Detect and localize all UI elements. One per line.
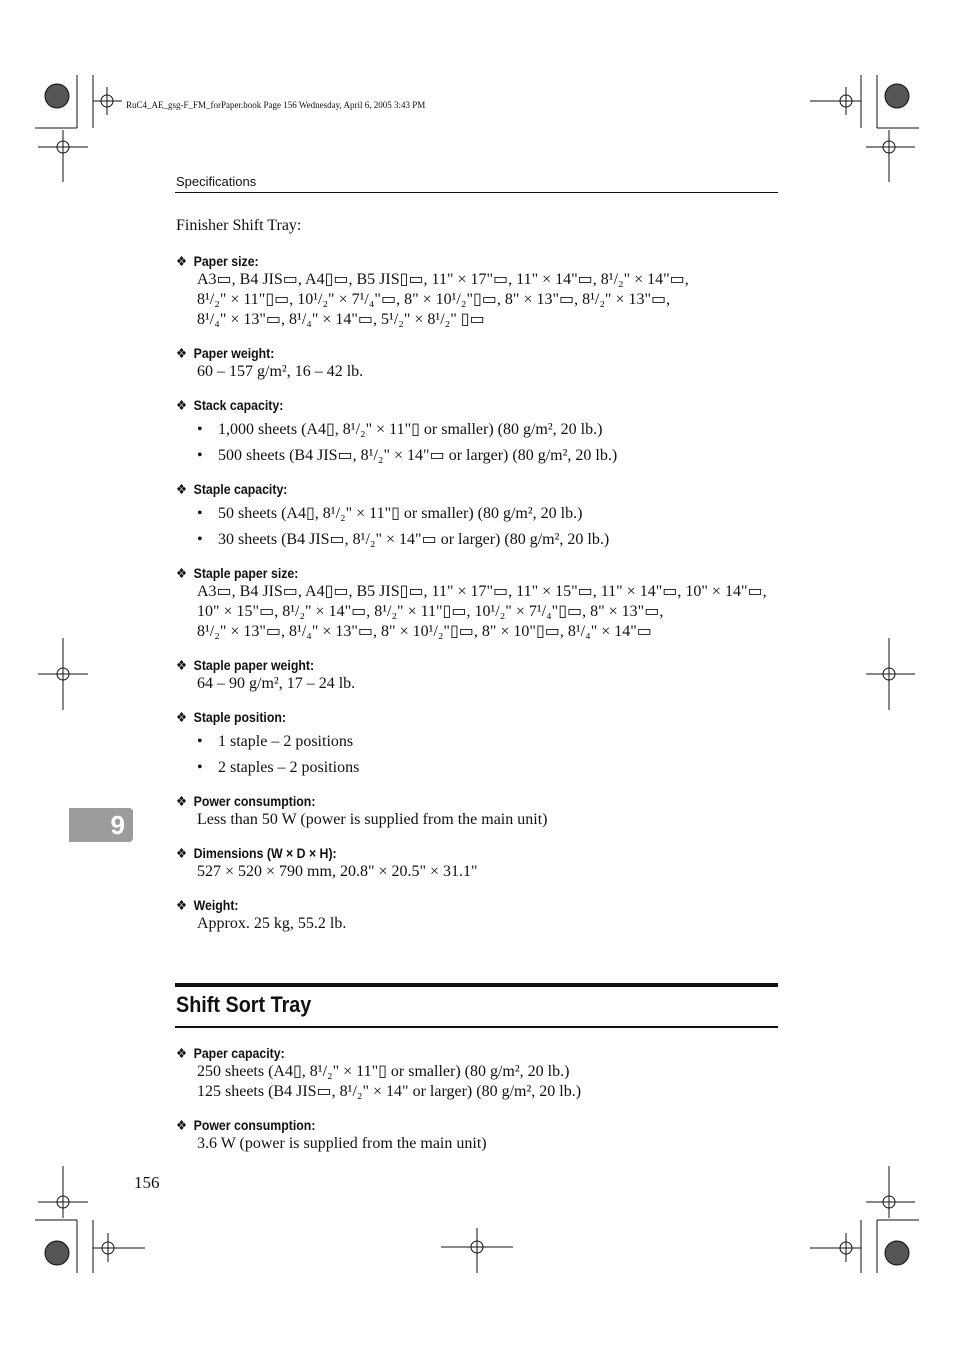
spec-title-text: Weight:	[193, 897, 239, 913]
spec-bullet-text: 1 staple – 2 positions	[218, 733, 354, 750]
spec-title-text: Dimensions (W × D × H):	[193, 845, 337, 861]
spec-title	[176, 396, 706, 414]
spec-value-line: 8¹/₂" × 11"▯▭, 10¹/₂" × 7¹/₄"▭, 8" × 10¹/₂"▯▭, 8" × 13"▭, 8¹/₂" × 13"▭,	[197, 291, 671, 308]
spec-value-line: 3.6 W (power is supplied from the main unit)	[197, 1135, 487, 1152]
spec-value-line: 64 – 90 g/m², 17 – 24 lb.	[197, 675, 356, 692]
spec-bullet-text: 30 sheets (B4 JIS▭, 8¹/₂" × 14"▭ or larger) (80 g/m², 20 lb.)	[218, 531, 610, 548]
spec-title-text: Staple position:	[193, 709, 286, 725]
bullet-dot-icon: •	[197, 733, 203, 750]
section-rule-bottom	[175, 1026, 778, 1028]
spec-title-text: Power consumption:	[193, 1117, 316, 1133]
spec-section	[176, 564, 778, 642]
spec-bullet	[176, 446, 778, 466]
diamond-bullet-icon: ❖	[176, 657, 188, 673]
spec-title-text: Stack capacity:	[193, 397, 284, 413]
book-info-line: RuC4_AE_gsg-F_FM_forPaper.book Page 156 Wednesday, April 6, 2005 3:43 PM	[126, 100, 426, 110]
spec-bullet	[176, 732, 778, 752]
spec-bullet	[176, 758, 778, 778]
spec-value-line: 250 sheets (A4▯, 8¹/₂" × 11"▯ or smaller) (80 g/m², 20 lb.)	[197, 1063, 570, 1080]
spec-section	[176, 656, 778, 694]
spec-title	[176, 896, 706, 914]
diamond-bullet-icon: ❖	[176, 253, 188, 269]
spec-value-line: A3▭, B4 JIS▭, A4▯▭, B5 JIS▯▭, 11" × 17"▭, 11" × 15"▭, 11" × 14"▭, 10" × 14"▭,	[197, 583, 767, 600]
shift-sort-spec-list	[176, 1044, 778, 1168]
diamond-bullet-icon: ❖	[176, 1117, 188, 1133]
spec-title-text: Paper weight:	[193, 345, 275, 361]
diamond-bullet-icon: ❖	[176, 897, 188, 913]
diamond-bullet-icon: ❖	[176, 845, 188, 861]
spec-value-line: 8¹/₂" × 13"▭, 8¹/₄" × 13"▭, 8" × 10¹/₂"▯▭, 8" × 10"▯▭, 8¹/₄" × 14"▭	[197, 623, 652, 640]
chapter-tab: 9	[69, 808, 133, 842]
spec-title	[176, 564, 706, 582]
spec-value-line: 527 × 520 × 790 mm, 20.8" × 20.5" × 31.1"	[197, 863, 478, 880]
spec-bullet	[176, 530, 778, 550]
spec-title-text: Paper size:	[193, 253, 259, 269]
spec-title-text: Staple paper size:	[193, 565, 299, 581]
section-heading: Shift Sort Tray	[176, 992, 312, 1017]
spec-title	[176, 792, 706, 810]
spec-section	[176, 344, 778, 382]
finisher-spec-list	[176, 252, 778, 948]
spec-value-line: A3▭, B4 JIS▭, A4▯▭, B5 JIS▯▭, 11" × 17"▭, 11" × 14"▭, 8¹/₂" × 14"▭,	[197, 271, 689, 288]
spec-section	[176, 480, 778, 550]
spec-title	[176, 1116, 706, 1134]
spec-value-line: Approx. 25 kg, 55.2 lb.	[197, 915, 347, 932]
spec-title	[176, 480, 706, 498]
intro-text: Finisher Shift Tray:	[176, 217, 302, 234]
spec-bullet	[176, 420, 778, 440]
diamond-bullet-icon: ❖	[176, 709, 188, 725]
running-header: Specifications	[176, 174, 257, 189]
bullet-dot-icon: •	[197, 505, 203, 522]
spec-bullet-text: 1,000 sheets (A4▯, 8¹/₂" × 11"▯ or smaller) (80 g/m², 20 lb.)	[218, 421, 603, 438]
diamond-bullet-icon: ❖	[176, 397, 188, 413]
header-rule	[175, 192, 778, 193]
spec-bullet-text: 50 sheets (A4▯, 8¹/₂" × 11"▯ or smaller) (80 g/m², 20 lb.)	[218, 505, 583, 522]
spec-section	[176, 896, 778, 934]
spec-section	[176, 396, 778, 466]
spec-section	[176, 792, 778, 830]
spec-title	[176, 656, 706, 674]
spec-section	[176, 1044, 778, 1102]
spec-title	[176, 252, 706, 270]
spec-section	[176, 252, 778, 330]
bullet-dot-icon: •	[197, 447, 203, 464]
spec-title	[176, 708, 706, 726]
section-rule-top	[175, 983, 778, 987]
spec-value-line: 10" × 15"▭, 8¹/₂" × 14"▭, 8¹/₂" × 11"▯▭, 10¹/₂" × 7¹/₄"▯▭, 8" × 13"▭,	[197, 603, 664, 620]
spec-title	[176, 844, 706, 862]
bullet-dot-icon: •	[197, 421, 203, 438]
spec-title-text: Staple paper weight:	[193, 657, 315, 673]
spec-value-line: Less than 50 W (power is supplied from the main unit)	[197, 811, 548, 828]
bullet-dot-icon: •	[197, 531, 203, 548]
spec-title	[176, 1044, 706, 1062]
spec-section	[176, 844, 778, 882]
diamond-bullet-icon: ❖	[176, 793, 188, 809]
spec-bullet	[176, 504, 778, 524]
spec-title	[176, 344, 706, 362]
spec-title-text: Staple capacity:	[193, 481, 288, 497]
spec-title-text: Paper capacity:	[193, 1045, 285, 1061]
diamond-bullet-icon: ❖	[176, 345, 188, 361]
spec-section	[176, 1116, 778, 1154]
spec-title-text: Power consumption:	[193, 793, 316, 809]
diamond-bullet-icon: ❖	[176, 1045, 188, 1061]
bullet-dot-icon: •	[197, 759, 203, 776]
spec-bullet-text: 500 sheets (B4 JIS▭, 8¹/₂" × 14"▭ or larger) (80 g/m², 20 lb.)	[218, 447, 618, 464]
page-number: 156	[134, 1173, 160, 1192]
spec-value-line: 125 sheets (B4 JIS▭, 8¹/₂" × 14" or larger) (80 g/m², 20 lb.)	[197, 1083, 582, 1100]
diamond-bullet-icon: ❖	[176, 565, 188, 581]
spec-value-line: 60 – 157 g/m², 16 – 42 lb.	[197, 363, 364, 380]
spec-section	[176, 708, 778, 778]
diamond-bullet-icon: ❖	[176, 481, 188, 497]
spec-value-line: 8¹/₄" × 13"▭, 8¹/₄" × 14"▭, 5¹/₂" × 8¹/₂" ▯▭	[197, 311, 485, 328]
spec-bullet-text: 2 staples – 2 positions	[218, 759, 360, 776]
